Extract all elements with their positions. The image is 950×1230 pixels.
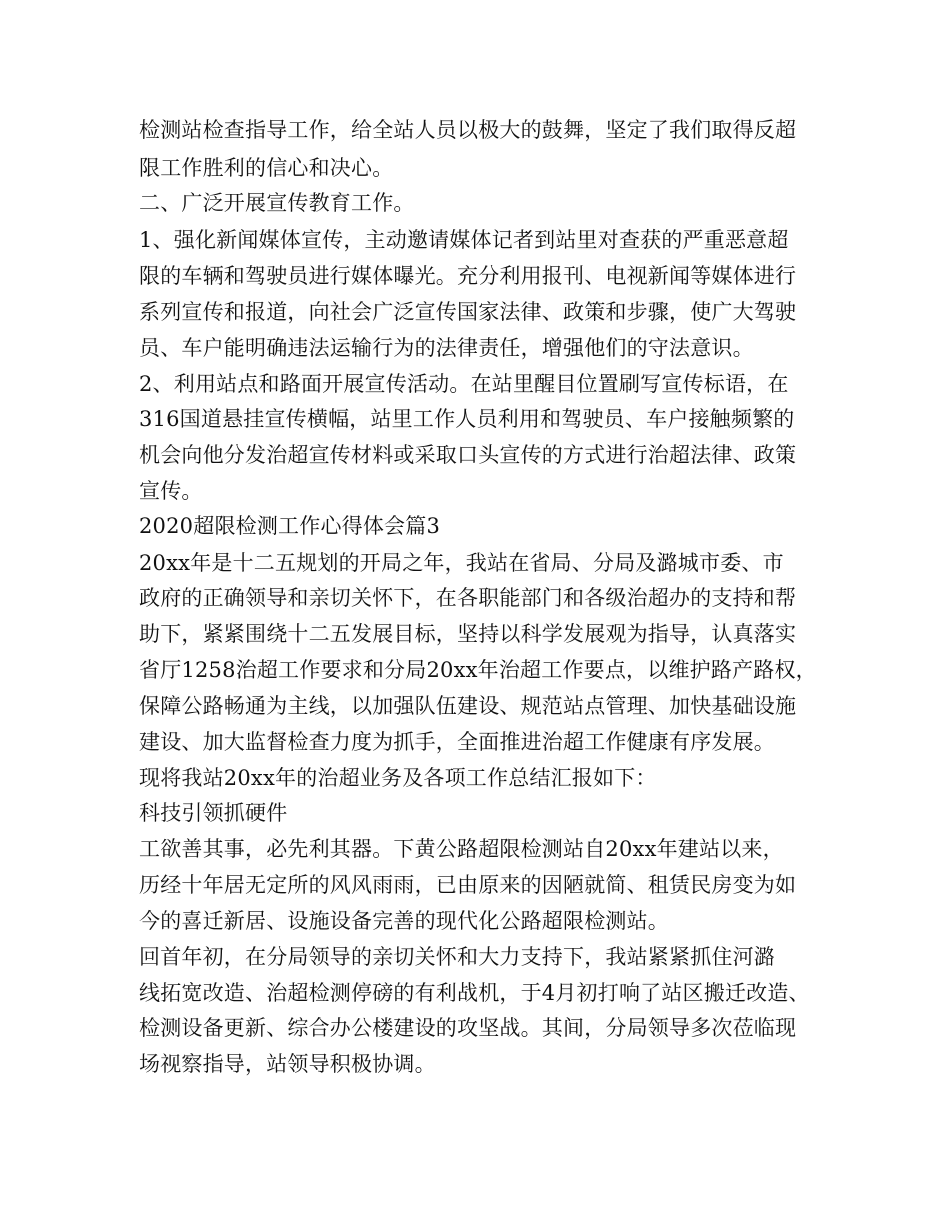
- text-line: 现将我站20xx年的治超业务及各项工作总结汇报如下：: [139, 766, 657, 790]
- text-line: 316国道悬挂宣传横幅，站里工作人员利用和驾驶员、车户接触频繁的: [139, 407, 795, 431]
- text-line: 政府的正确领导和亲切关怀下，在各职能部门和各级治超办的支持和帮: [139, 586, 797, 610]
- text-line: 检测设备更新、综合办公楼建设的攻坚战。其间，分局领导多次莅临现: [139, 1016, 797, 1040]
- text-line: 20xx年是十二五规划的开局之年，我站在省局、分局及潞城市委、市: [139, 551, 784, 575]
- text-line: 建设、加大监督检查力度为抓手，全面推进治超工作健康有序发展。: [139, 730, 775, 754]
- text-line: 工欲善其事，必先利其器。下黄公路超限检测站自20xx年建站以来，: [139, 837, 784, 861]
- text-line: 线拓宽改造、治超检测停磅的有利战机，于4月初打响了站区搬迁改造、: [139, 981, 810, 1005]
- section-heading: 科技引领抓硬件: [139, 801, 288, 825]
- text-line: 今的喜迁新居、设施设备完善的现代化公路超限检测站。: [139, 909, 669, 933]
- article-title: 2020超限检测工作心得体会篇3: [139, 514, 441, 538]
- section-heading: 二、广泛开展宣传教育工作。: [139, 191, 415, 215]
- text-line: 保障公路畅通为主线，以加强队伍建设、规范站点管理、加快基础设施: [139, 694, 797, 718]
- text-line: 员、车户能明确违法运输行为的法律责任，增强他们的守法意识。: [139, 336, 754, 360]
- text-line: 回首年初，在分局领导的亲切关怀和大力支持下，我站紧紧抓住河潞: [139, 945, 775, 969]
- text-line: 机会向他分发治超宣传材料或采取口头宣传的方式进行治超法律、政策: [139, 443, 797, 467]
- text-line: 限工作胜利的信心和决心。: [139, 156, 394, 180]
- text-line: 系列宣传和报道，向社会广泛宣传国家法律、政策和步骤，使广大驾驶: [139, 300, 797, 324]
- text-line: 场视察指导，站领导积极协调。: [139, 1052, 436, 1076]
- text-line: 省厅1258治超工作要求和分局20xx年治超工作要点，以维护路产路权，: [139, 658, 817, 682]
- text-line: 助下，紧紧围绕十二五发展目标，坚持以科学发展观为指导，认真落实: [139, 622, 797, 646]
- text-line: 历经十年居无定所的风风雨雨，已由原来的因陋就简、租赁民房变为如: [139, 873, 797, 897]
- text-line: 1、强化新闻媒体宣传，主动邀请媒体记者到站里对查获的严重恶意超: [139, 228, 789, 252]
- text-line: 限的车辆和驾驶员进行媒体曝光。充分利用报刊、电视新闻等媒体进行: [139, 264, 797, 288]
- text-line: 检测站检查指导工作，给全站人员以极大的鼓舞，坚定了我们取得反超: [139, 118, 797, 142]
- text-line: 宣传。: [139, 479, 203, 503]
- text-line: 2、利用站点和路面开展宣传活动。在站里醒目位置刷写宣传标语，在: [139, 372, 789, 396]
